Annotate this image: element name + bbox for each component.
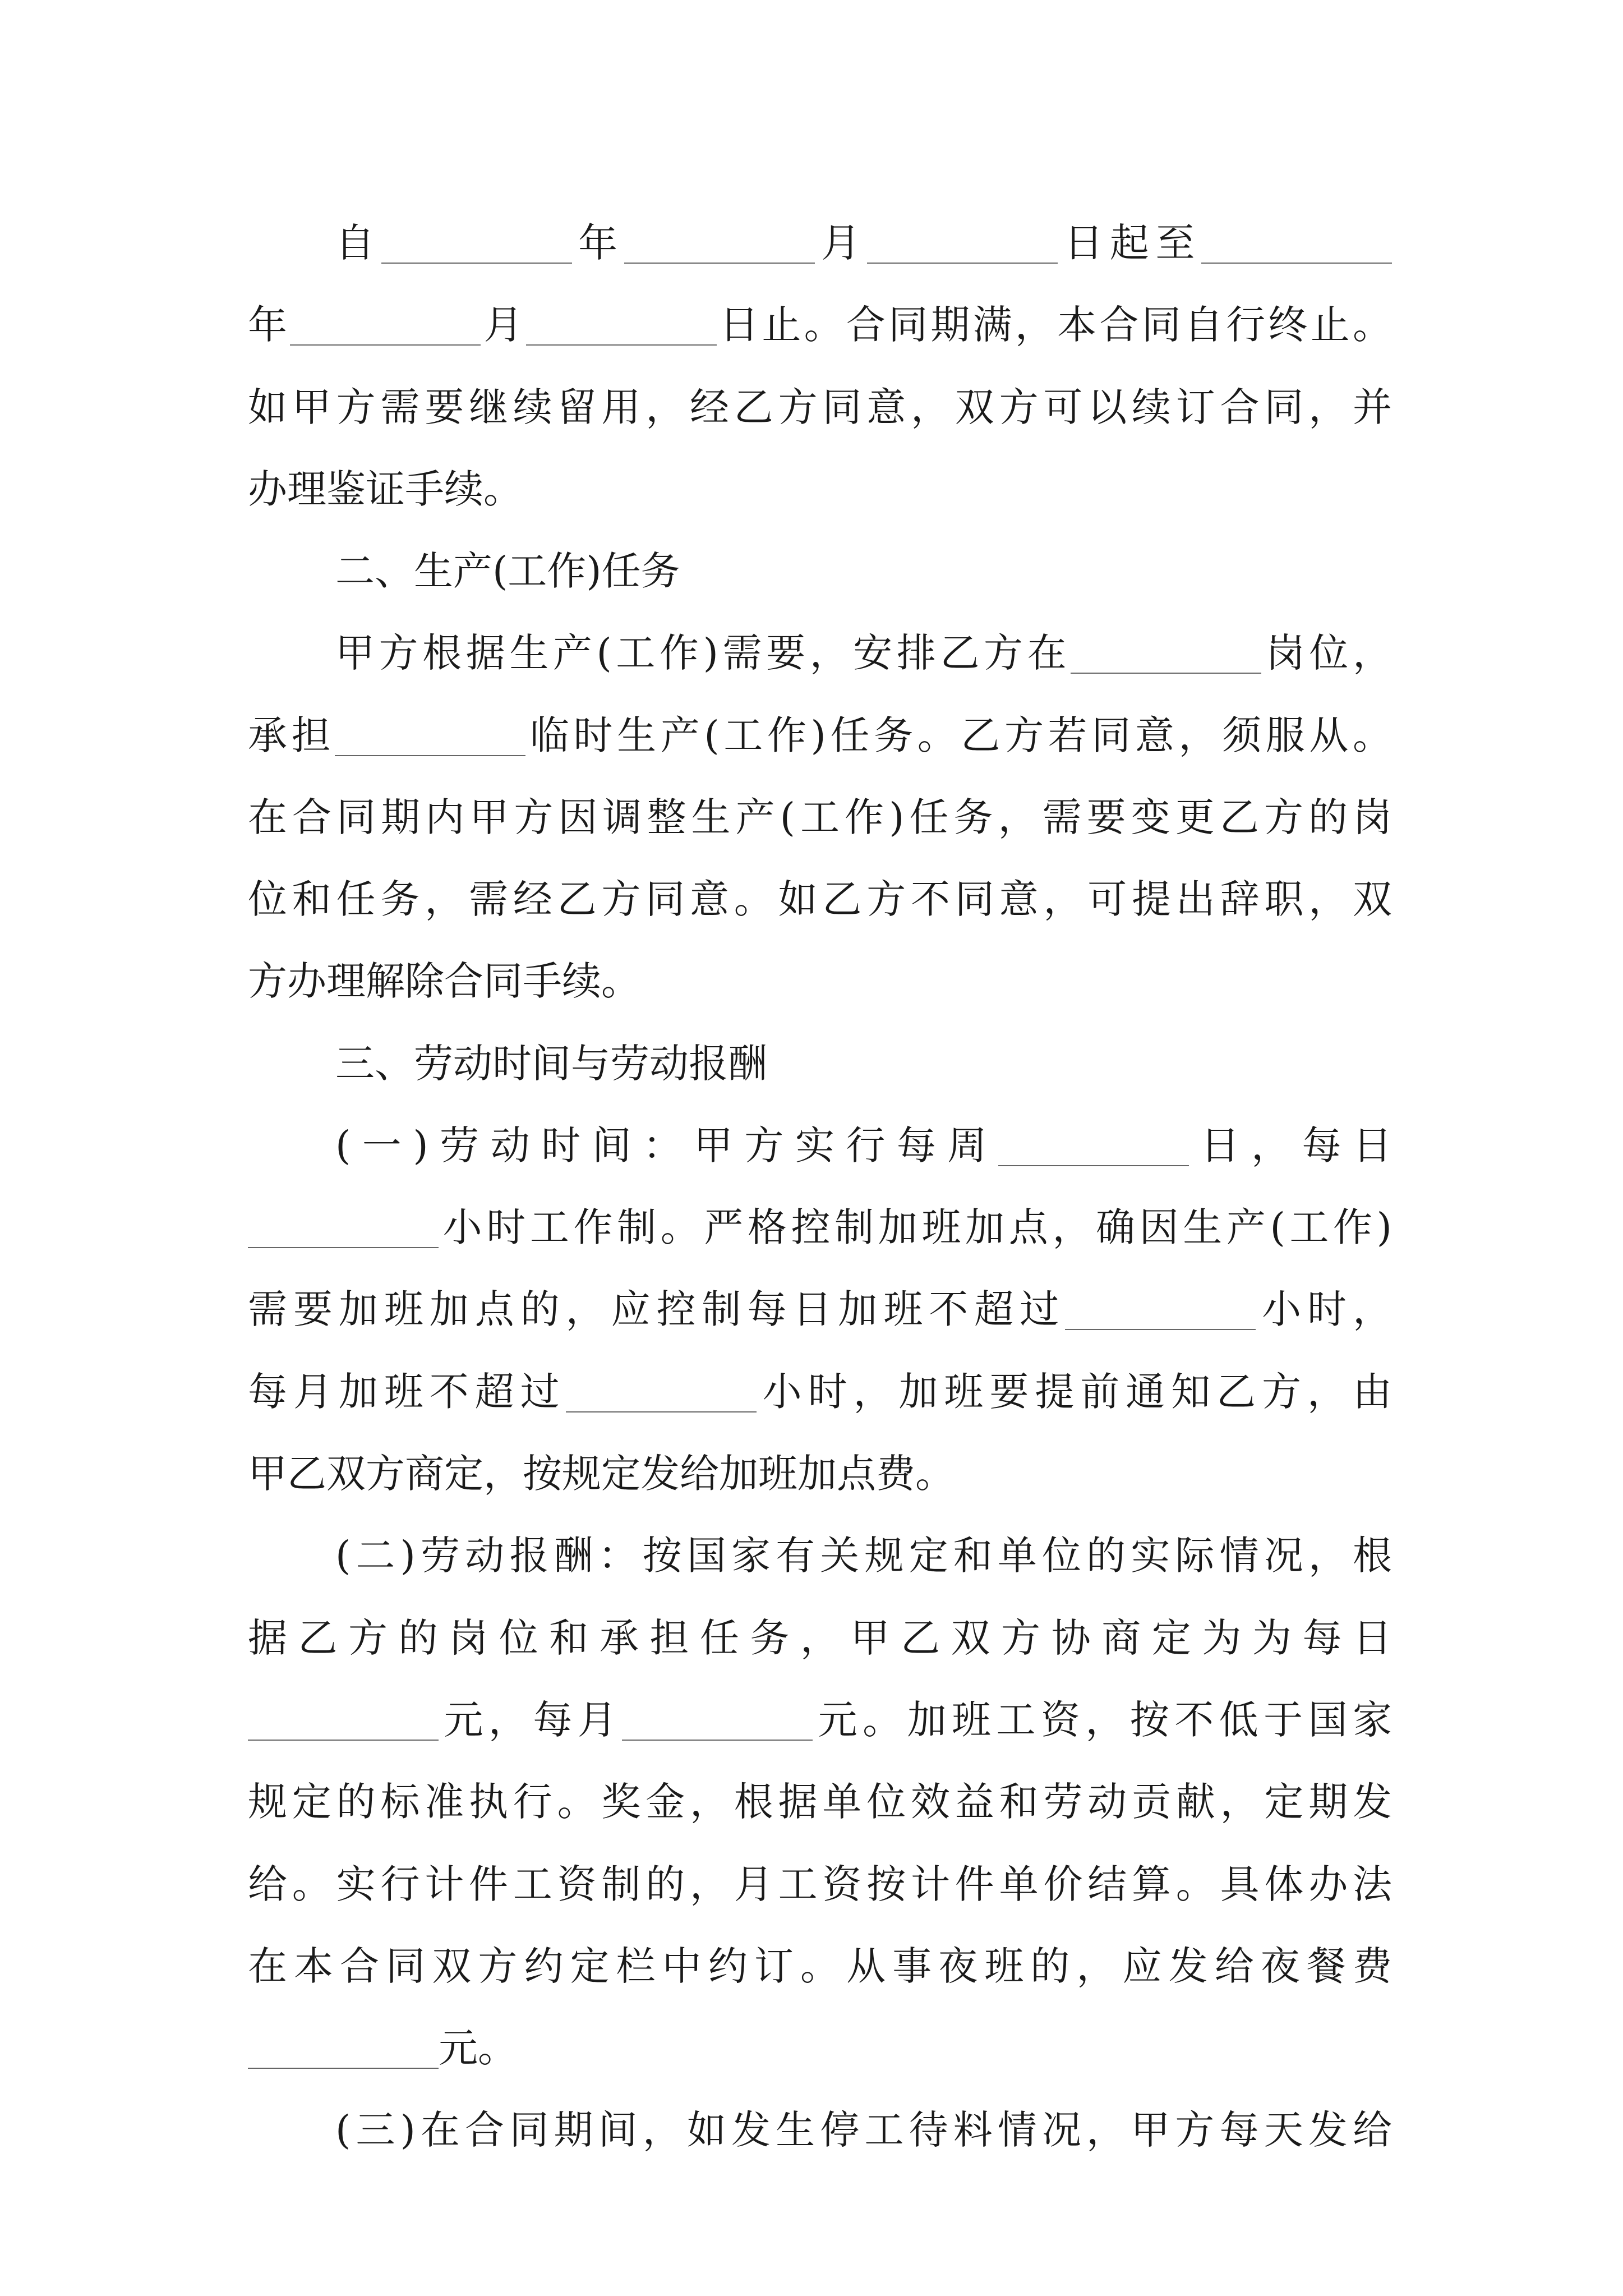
text-segment: 岗位， bbox=[1261, 630, 1393, 676]
text-line-15 bbox=[248, 1350, 1392, 1434]
text-segment: 元，每月 bbox=[439, 1697, 623, 1743]
fill-blank bbox=[998, 1128, 1189, 1166]
text-segment: 小时工作制。严格控制加班加点，确因生产(工作) bbox=[439, 1204, 1392, 1250]
text-line-4: 办理鉴证手续。 bbox=[248, 466, 523, 512]
text-segment: 自 bbox=[335, 220, 381, 266]
text-line-18: 据乙方的岗位和承担任务，甲乙双方协商定为为每日 bbox=[248, 1615, 1392, 1661]
text-segment: 小时，加班要提前通知乙方，由 bbox=[756, 1369, 1393, 1415]
text-line-6 bbox=[335, 611, 1392, 695]
fill-blank bbox=[1071, 635, 1261, 674]
text-line-9: 位和任务，需经乙方同意。如乙方不同意，可提出辞职，双 bbox=[248, 876, 1392, 922]
text-segment: 日止。合同期满，本合同自行终止。 bbox=[716, 302, 1393, 348]
text-line-1 bbox=[335, 201, 1392, 285]
text-line-12 bbox=[335, 1103, 1392, 1188]
text-segment: 元。 bbox=[439, 2025, 517, 2071]
text-segment: 日起至 bbox=[1057, 220, 1202, 266]
fill-blank bbox=[381, 225, 572, 264]
text-line-20: 规定的标准执行。奖金，根据单位效益和劳动贡献，定期发 bbox=[248, 1779, 1392, 1825]
text-line-10: 方办理解除合同手续。 bbox=[248, 958, 640, 1004]
text-segment: 每月加班不超过 bbox=[248, 1369, 566, 1415]
text-segment: (一)劳动时间：甲方实行每周 bbox=[335, 1122, 998, 1168]
section-heading-2: 二、生产(工作)任务 bbox=[335, 548, 680, 594]
fill-blank bbox=[867, 225, 1058, 264]
text-segment: 小时， bbox=[1256, 1286, 1393, 1332]
text-segment: 临时生产(工作)任务。乙方若同意，须服从。 bbox=[525, 712, 1392, 758]
text-segment: 需要加班加点的，应控制每日加班不超过 bbox=[248, 1286, 1066, 1332]
fill-blank bbox=[1065, 1291, 1256, 1330]
text-segment: 年 bbox=[571, 220, 624, 266]
fill-blank bbox=[248, 1209, 439, 1248]
fill-blank bbox=[290, 307, 481, 346]
text-line-21: 给。实行计件工资制的，月工资按计件单价结算。具体办法 bbox=[248, 1861, 1392, 1907]
fill-blank bbox=[624, 225, 815, 264]
text-line-8: 在合同期内甲方因调整生产(工作)任务，需要变更乙方的岗 bbox=[248, 794, 1392, 840]
text-line-24: (三)在合同期间，如发生停工待料情况，甲方每天发给 bbox=[335, 2107, 1392, 2153]
text-segment: 月 bbox=[481, 302, 526, 348]
section-heading-3: 三、劳动时间与劳动报酬 bbox=[335, 1041, 767, 1087]
text-segment: 月 bbox=[814, 220, 867, 266]
text-line-17: (二)劳动报酬：按国家有关规定和单位的实际情况，根 bbox=[335, 1533, 1392, 1579]
fill-blank bbox=[622, 1702, 813, 1741]
fill-blank bbox=[526, 307, 717, 346]
text-line-16: 甲乙双方商定，按规定发给加班加点费。 bbox=[248, 1451, 955, 1497]
text-line-23 bbox=[248, 2006, 1392, 2090]
fill-blank bbox=[248, 2030, 439, 2069]
fill-blank bbox=[335, 717, 525, 756]
fill-blank bbox=[248, 1702, 439, 1741]
text-segment: 元。加班工资，按不低于国家 bbox=[813, 1697, 1393, 1743]
fill-blank bbox=[566, 1374, 757, 1412]
text-line-2 bbox=[248, 283, 1392, 367]
text-segment: 日，每日 bbox=[1188, 1122, 1393, 1168]
text-line-22: 在本合同双方约定栏中约订。从事夜班的，应发给夜餐费 bbox=[248, 1943, 1392, 1989]
text-segment: 承担 bbox=[248, 712, 335, 758]
text-segment: 年 bbox=[248, 302, 291, 348]
text-line-3: 如甲方需要继续留用，经乙方同意，双方可以续订合同，并 bbox=[248, 384, 1392, 430]
text-line-7 bbox=[248, 693, 1392, 777]
text-line-13 bbox=[248, 1185, 1392, 1269]
text-line-19 bbox=[248, 1678, 1392, 1762]
text-line-14 bbox=[248, 1267, 1392, 1351]
text-segment: 甲方根据生产(工作)需要，安排乙方在 bbox=[335, 630, 1071, 676]
fill-blank bbox=[1201, 225, 1392, 264]
